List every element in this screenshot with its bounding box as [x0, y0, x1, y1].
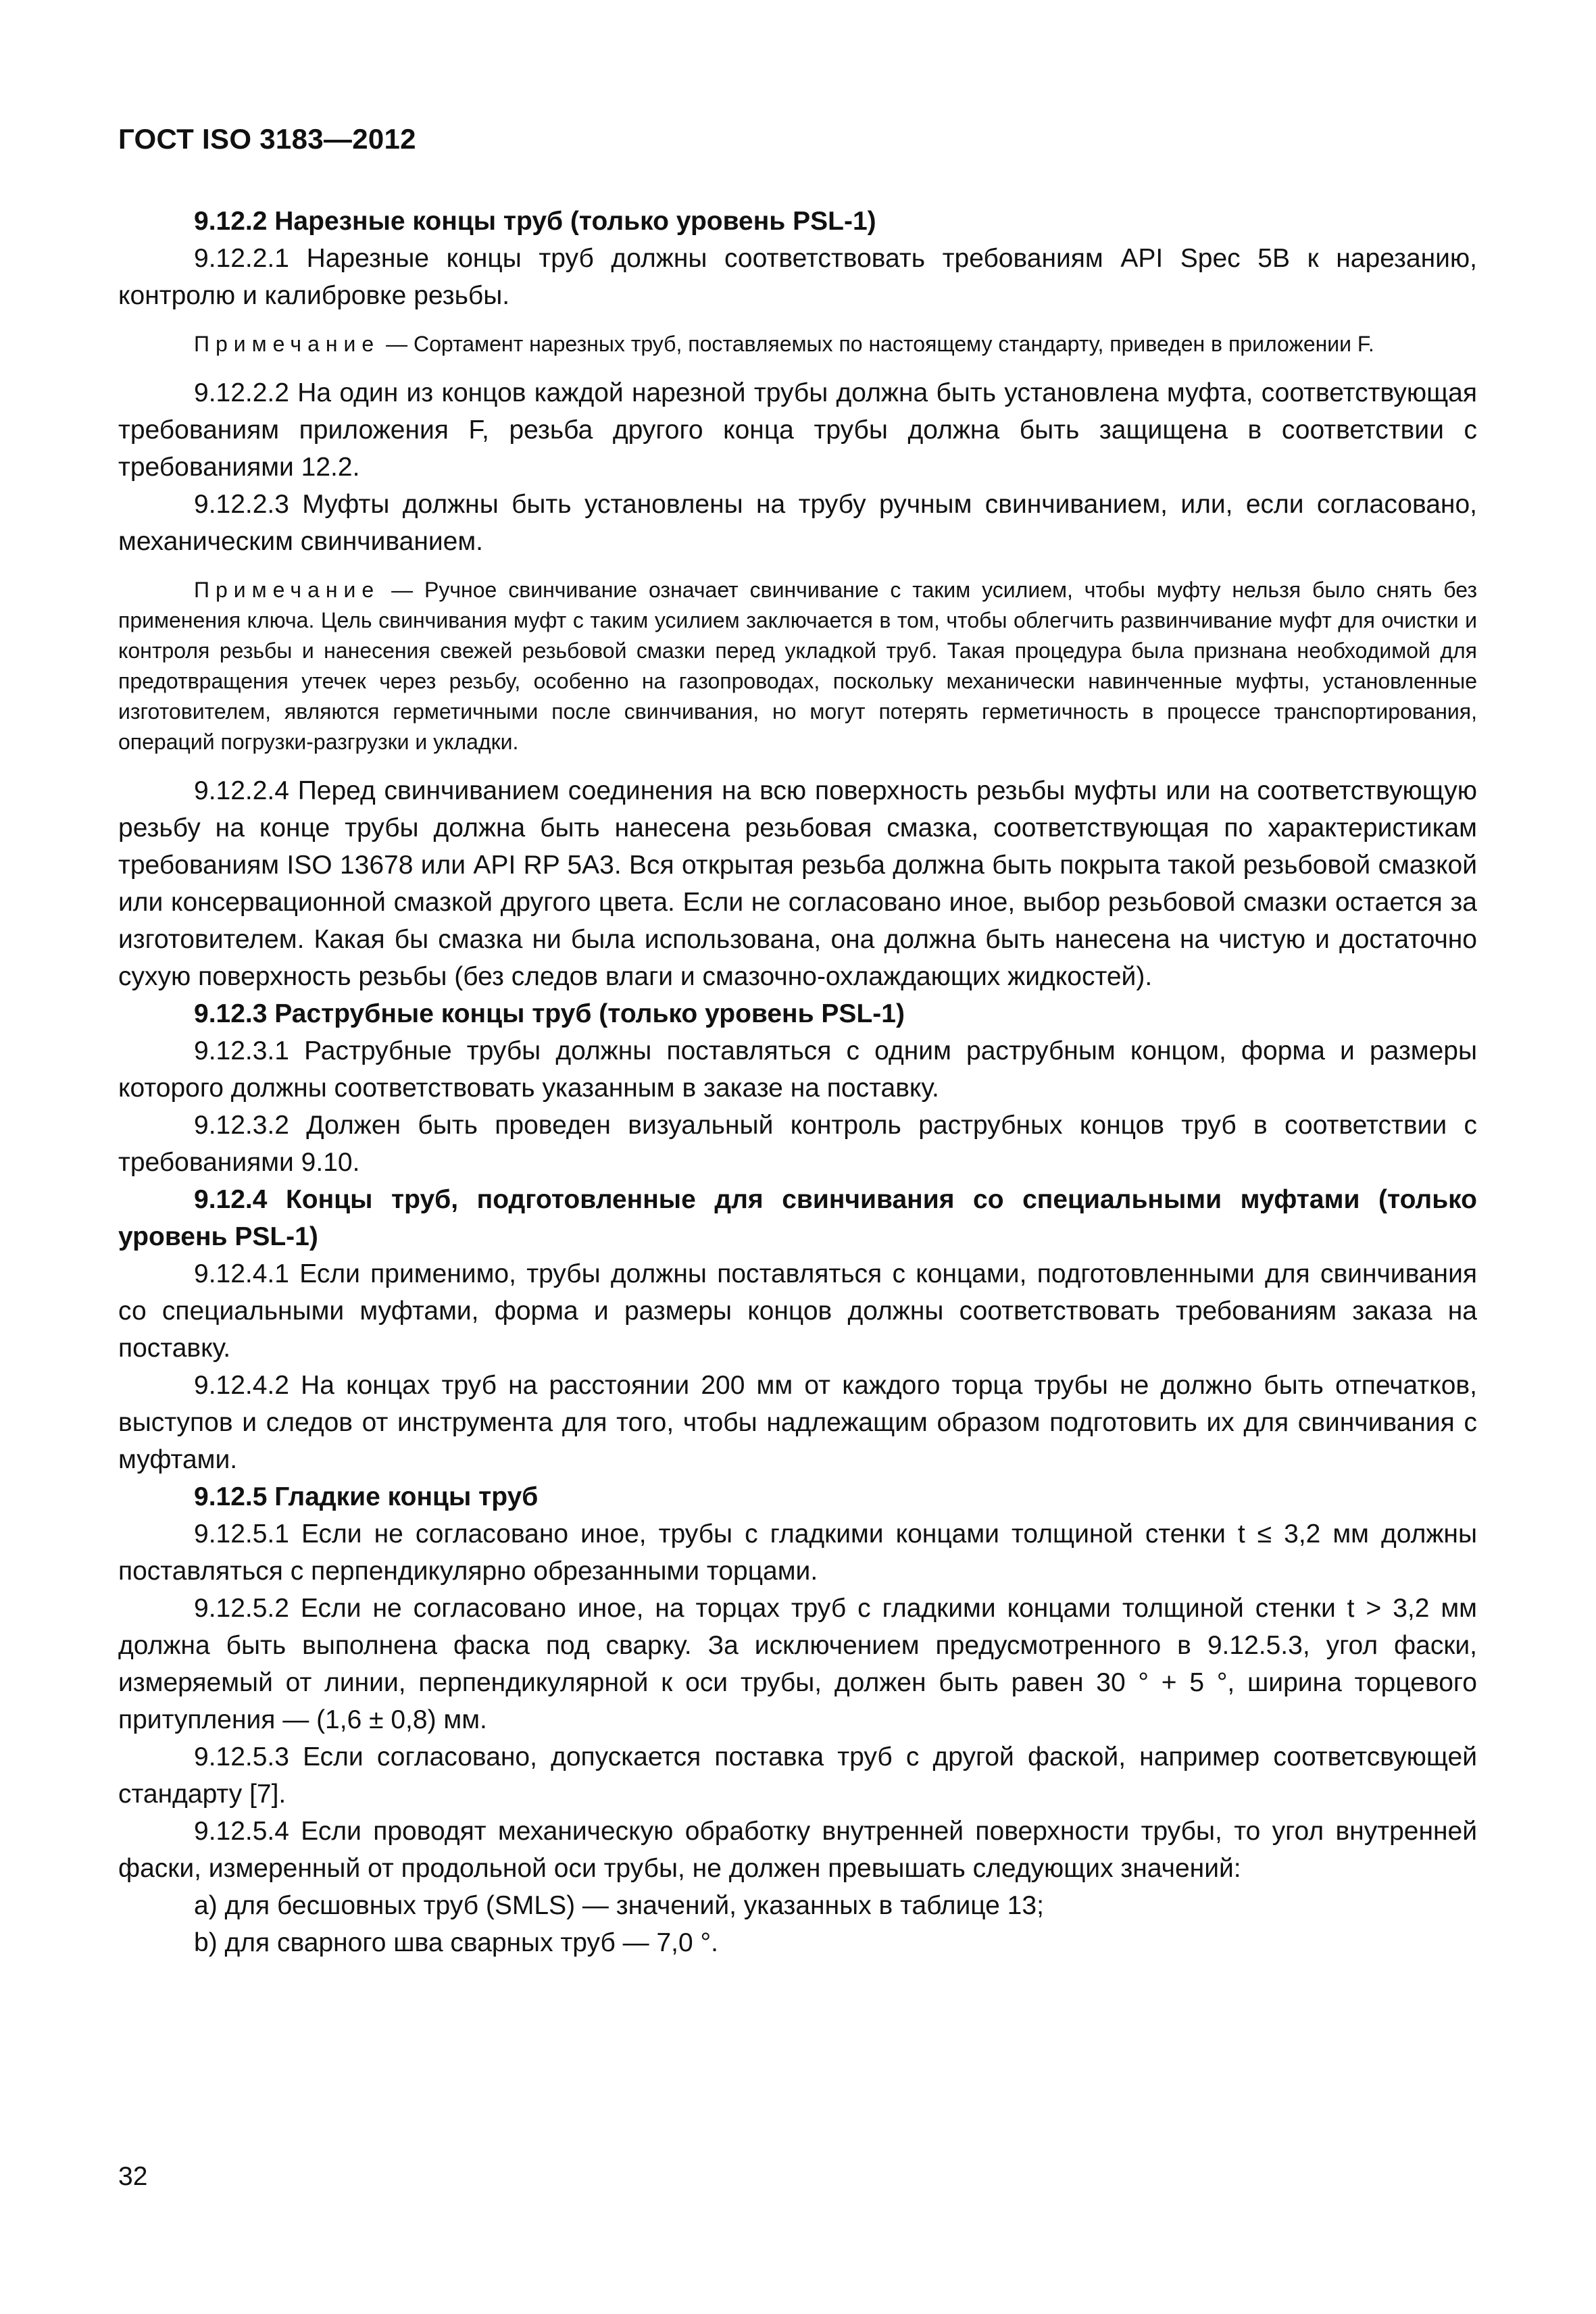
paragraph: 9.12.5.1 Если не согласовано иное, трубы с гладкими концами толщиной стенки t ≤ 3,2 мм должны поставляться с перпендикулярно обрезанными торцами.: [118, 1519, 1477, 1586]
paragraph: 9.12.4.1 Если применимо, трубы должны поставляться с концами, подготовленными для свинчивания со специальными муфтами, форма и размеры концов должны соответствовать требованиям заказа на поставку.: [118, 1259, 1477, 1363]
paragraph: 9.12.3.1 Раструбные трубы должны поставляться с одним раструбным концом, форма и размеры которого должны соответствовать указанным в заказе на поставку.: [118, 1036, 1477, 1103]
section-heading: 9.12.3 Раструбные концы труб (только уровень PSL-1): [194, 999, 905, 1028]
section-heading: 9.12.4 Концы труб, подготовленные для свинчивания со специальными муфтами (только уровень PSL-1): [118, 1185, 1477, 1251]
list-item: b) для сварного шва сварных труб — 7,0 °.: [194, 1928, 718, 1957]
paragraph: 9.12.5.4 Если проводят механическую обработку внутренней поверхности трубы, то угол внутренней фаски, измеренный от продольной оси трубы, не должен превышать следующих значений:: [118, 1817, 1477, 1883]
paragraph: 9.12.5.2 Если не согласовано иное, на торцах труб с гладкими концами толщиной стенки t > 3,2 мм должна быть выполнена фаска под сварку. За исключением предусмотренного в 9.12.5.3, угол фаски, измеряемый от линии, перпендикулярной к оси трубы, должен быть равен 30 ° + 5 °, ширина торцевого притупления — (1,6 ± 0,8) мм.: [118, 1594, 1477, 1734]
page-number: 32: [118, 2162, 148, 2191]
document-page: [118, 123, 1477, 1961]
note: [118, 329, 1477, 359]
note: [118, 575, 1477, 757]
note-text: — Ручное свинчивание означает свинчивание с таким усилием, чтобы муфту нельзя было снять без применения ключа. Цель свинчивания муфт с таким усилием заключается в том, чтобы облегчить развинчивание муфт для очистки и контроля резьбы и нанесения свежей резьбовой смазки перед укладкой труб. Такая процедура была признана необходимой для предотвращения утечек через резьбу, особенно на газопроводах, поскольку механически навинченные муфты, установленные изготовителем, являются герметичными после свинчивания, но могут потерять герметичность в процессе транспортирования, операций погрузки-разгрузки и укладки.: [118, 578, 1478, 754]
paragraph: 9.12.2.1 Нарезные концы труб должны соответствовать требованиям API Spec 5B к нарезанию, контролю и калибровке резьбы.: [118, 244, 1477, 310]
paragraph: 9.12.3.2 Должен быть проведен визуальный контроль раструбных концов труб в соответствии с требованиями 9.10.: [118, 1111, 1477, 1177]
paragraph: 9.12.2.2 На один из концов каждой нарезной трубы должна быть установлена муфта, соответствующая требованиям приложения F, резьба другого конца трубы должна быть защищена в соответствии с требованиями 12.2.: [118, 378, 1477, 482]
section-heading: 9.12.5 Гладкие концы труб: [194, 1482, 539, 1511]
paragraph: 9.12.4.2 На концах труб на расстоянии 200 мм от каждого торца трубы не должно быть отпечатков, выступов и следов от инструмента для того, чтобы надлежащим образом подготовить их для свинчивания с муфтами.: [118, 1371, 1477, 1474]
list-item: a) для бесшовных труб (SMLS) — значений, указанных в таблице 13;: [194, 1891, 1044, 1920]
note-label: Примечание: [194, 578, 380, 602]
note-label: Примечание: [194, 332, 380, 356]
paragraph: 9.12.2.3 Муфты должны быть установлены на трубу ручным свинчиванием, или, если согласовано, механическим свинчиванием.: [118, 490, 1477, 556]
paragraph: 9.12.5.3 Если согласовано, допускается поставка труб с другой фаской, например соответсвующей стандарту [7].: [118, 1742, 1477, 1809]
note-text: — Сортамент нарезных труб, поставляемых по настоящему стандарту, приведен в приложении F.: [386, 332, 1374, 356]
paragraph: 9.12.2.4 Перед свинчиванием соединения на всю поверхность резьбы муфты или на соответствующую резьбу на конце трубы должна быть нанесена резьбовая смазка, соответствующая по характеристикам требованиям ISO 13678 или API RP 5A3. Вся открытая резьба должна быть покрыта такой резьбовой смазкой или консервационной смазкой другого цвета. Если не согласовано иное, выбор резьбовой смазки остается за изготовителем. Какая бы смазка ни была использована, она должна быть нанесена на чистую и достаточно сухую поверхность резьбы (без следов влаги и смазочно-охлаждающих жидкостей).: [118, 776, 1477, 991]
document-header: ГОСТ ISO 3183—2012: [118, 123, 416, 155]
section-heading: 9.12.2 Нарезные концы труб (только уровень PSL-1): [194, 207, 876, 236]
